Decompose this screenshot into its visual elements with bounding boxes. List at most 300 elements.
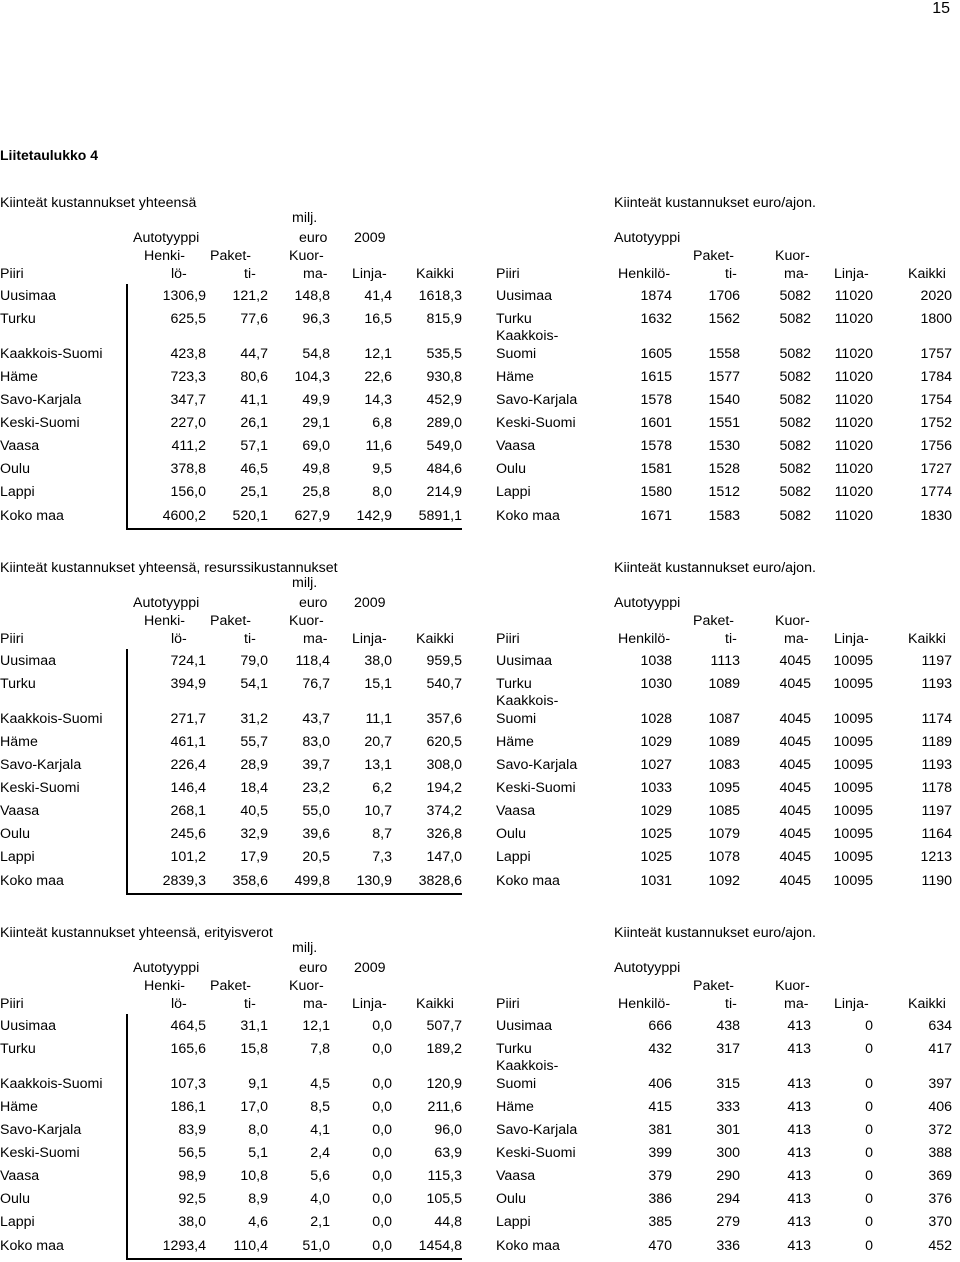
table-cell-right: 279	[716, 1214, 740, 1230]
table-cell-right: 1578	[640, 392, 672, 408]
row-label-right: Vaasa	[496, 803, 536, 819]
table-cell-right: 1193	[921, 757, 952, 773]
table-cell-left: 549,0	[426, 438, 462, 454]
header-milj: milj.	[292, 940, 318, 956]
table-cell-right: 5082	[779, 392, 811, 408]
header-ti-left: ti-	[244, 266, 256, 282]
table-cell-right: 1671	[640, 508, 672, 524]
table-cell-right: 10095	[833, 826, 873, 842]
header-linja-left: Linja-	[352, 631, 387, 647]
table-cell-left: 120,9	[426, 1076, 462, 1092]
table-cell-right: 1540	[708, 392, 740, 408]
table-cell-left: 49,9	[302, 392, 330, 408]
table-cell-left: 115,3	[427, 1168, 462, 1184]
table-cell-right: 10095	[833, 873, 873, 889]
table-cell-left: 55,7	[240, 734, 268, 750]
table-cell-left: 2,4	[310, 1145, 330, 1161]
table-cell-left: 25,1	[240, 484, 268, 500]
table-cell-left: 12,1	[302, 1018, 330, 1034]
right-caption: Kiinteät kustannukset euro/ajon.	[614, 925, 816, 941]
table-cell-right: 11020	[834, 392, 873, 408]
table-cell-right: 413	[787, 1168, 811, 1184]
row-label-right: Lappi	[496, 1214, 531, 1230]
table-bottom-border	[126, 893, 462, 895]
table-cell-left: 31,2	[240, 711, 268, 727]
header-lo: lö-	[171, 266, 187, 282]
table-cell-left: 815,9	[426, 311, 462, 327]
row-label-left: Häme	[0, 1099, 38, 1115]
table-cell-left: 55,0	[302, 803, 330, 819]
table-cell-left: 38,0	[364, 653, 392, 669]
table-cell-left: 39,6	[302, 826, 330, 842]
table-cell-right: 5082	[779, 415, 811, 431]
table-left-border	[126, 284, 128, 529]
table-cell-right: 1030	[640, 676, 672, 692]
table-cell-right: 4045	[779, 849, 811, 865]
table-cell-right: 301	[716, 1122, 740, 1138]
table-cell-left: 11,1	[365, 711, 392, 727]
header-milj: milj.	[292, 210, 318, 226]
table-cell-left: 57,1	[240, 438, 268, 454]
row-label-right: Vaasa	[496, 1168, 536, 1184]
header-piiri-left: Piiri	[0, 266, 24, 282]
table-cell-left: 69,0	[302, 438, 330, 454]
table-cell-left: 189,2	[426, 1041, 462, 1057]
table-cell-left: 461,1	[170, 734, 206, 750]
table-cell-left: 724,1	[170, 653, 206, 669]
header-lo: lö-	[171, 631, 187, 647]
table-cell-left: 5891,1	[418, 508, 462, 524]
table-cell-left: 105,5	[426, 1191, 462, 1207]
table-cell-left: 40,5	[240, 803, 268, 819]
table-cell-left: 4600,2	[162, 508, 206, 524]
row-label-right: Suomi	[496, 1076, 537, 1092]
table-cell-right: 10095	[833, 803, 873, 819]
header-ti-left: ti-	[244, 631, 256, 647]
table-cell-right: 11020	[834, 311, 873, 327]
table-cell-left: 271,7	[170, 711, 206, 727]
table-cell-left: 499,8	[294, 873, 330, 889]
header-piiri-right: Piiri	[496, 631, 520, 647]
table-cell-right: 1197	[921, 653, 952, 669]
row-label-left: Koko maa	[0, 1238, 64, 1254]
row-label-left: Oulu	[0, 1191, 30, 1207]
table-cell-right: 4045	[779, 803, 811, 819]
table-cell-left: 9,1	[248, 1076, 268, 1092]
row-label-right: Vaasa	[496, 438, 536, 454]
table-cell-right: 1874	[640, 288, 672, 304]
header-kuor-left: Kuor-	[289, 613, 324, 629]
table-cell-left: 77,6	[240, 311, 268, 327]
table-cell-left: 79,0	[240, 653, 268, 669]
row-label-left: Lappi	[0, 1214, 35, 1230]
table-cell-left: 8,7	[372, 826, 392, 842]
table-cell-right: 438	[716, 1018, 740, 1034]
table-cell-right: 5082	[779, 438, 811, 454]
table-cell-left: 452,9	[426, 392, 462, 408]
table-cell-right: 1164	[921, 826, 952, 842]
header-autotyyppi-left: Autotyyppi	[133, 960, 200, 976]
table-cell-left: 2,1	[310, 1214, 330, 1230]
table-cell-right: 415	[648, 1099, 672, 1115]
header-paket-right: Paket-	[693, 978, 735, 994]
table-cell-left: 23,2	[302, 780, 330, 796]
table-cell-right: 1190	[921, 873, 952, 889]
table-cell-left: 92,5	[178, 1191, 206, 1207]
table-bottom-border	[126, 528, 462, 530]
header-euro: euro	[299, 960, 328, 976]
table-cell-left: 358,6	[232, 873, 268, 889]
table-cell-left: 723,3	[170, 369, 206, 385]
row-label-left: Kaakkois-Suomi	[0, 346, 103, 362]
table-cell-right: 634	[928, 1018, 952, 1034]
table-cell-left: 147,0	[426, 849, 462, 865]
table-cell-right: 1095	[708, 780, 740, 796]
table-cell-left: 13,1	[364, 757, 392, 773]
header-piiri-left: Piiri	[0, 631, 24, 647]
table-cell-right: 1189	[921, 734, 952, 750]
table-cell-right: 11020	[834, 415, 873, 431]
table-cell-right: 1632	[640, 311, 672, 327]
header-linja-right: Linja-	[834, 996, 869, 1012]
table-cell-left: 484,6	[426, 461, 462, 477]
table-cell-left: 357,6	[426, 711, 462, 727]
table-cell-right: 1083	[708, 757, 740, 773]
header-paket-left: Paket-	[210, 613, 252, 629]
table-cell-left: 4,0	[310, 1191, 330, 1207]
table-cell-right: 11020	[834, 346, 873, 362]
table-cell-left: 540,7	[426, 676, 462, 692]
table-cell-left: 22,6	[364, 369, 392, 385]
table-cell-left: 1454,8	[418, 1238, 462, 1254]
table-cell-left: 411,2	[171, 438, 206, 454]
header-henkilo: Henkilö-	[618, 266, 671, 282]
table-cell-left: 3828,6	[418, 873, 462, 889]
row-label-left: Turku	[0, 1041, 36, 1057]
table-cell-left: 14,3	[364, 392, 392, 408]
header-autotyyppi-right: Autotyyppi	[614, 595, 681, 611]
table-cell-left: 12,1	[364, 346, 392, 362]
row-label-right: Savo-Karjala	[496, 757, 578, 773]
table-cell-right: 0	[865, 1018, 873, 1034]
table-cell-right: 1512	[708, 484, 740, 500]
table-cell-right: 10095	[833, 734, 873, 750]
row-label-left: Keski-Suomi	[0, 1145, 80, 1161]
table-cell-left: 289,0	[426, 415, 462, 431]
table-cell-left: 8,9	[248, 1191, 268, 1207]
table-cell-right: 1079	[708, 826, 740, 842]
table-cell-right: 0	[865, 1076, 873, 1092]
table-cell-right: 1025	[640, 849, 672, 865]
table-cell-right: 1615	[640, 369, 672, 385]
row-label-right: Oulu	[496, 826, 526, 842]
row-label-prefix-right: Kaakkois-	[496, 1058, 559, 1074]
table-cell-left: 15,1	[364, 676, 392, 692]
header-henki: Henki-	[144, 248, 185, 264]
table-cell-left: 17,9	[240, 849, 268, 865]
table-cell-left: 25,8	[302, 484, 330, 500]
header-ti-right: ti-	[725, 266, 737, 282]
table-cell-left: 5,6	[310, 1168, 330, 1184]
table-cell-left: 930,8	[426, 369, 462, 385]
table-cell-right: 1193	[921, 676, 952, 692]
table-cell-right: 1756	[920, 438, 952, 454]
table-cell-left: 11,6	[365, 438, 392, 454]
table-cell-right: 1038	[640, 653, 672, 669]
row-label-right: Keski-Suomi	[496, 780, 576, 796]
table-cell-right: 1562	[708, 311, 740, 327]
table-cell-left: 394,9	[170, 676, 206, 692]
table-cell-right: 432	[648, 1041, 672, 1057]
table-cell-right: 333	[716, 1099, 740, 1115]
row-label-left: Kaakkois-Suomi	[0, 711, 103, 727]
table-cell-left: 148,8	[294, 288, 330, 304]
table-cell-left: 9,5	[372, 461, 392, 477]
table-cell-right: 10095	[833, 676, 873, 692]
row-label-right: Keski-Suomi	[496, 1145, 576, 1161]
row-label-right: Oulu	[496, 461, 526, 477]
header-paket-right: Paket-	[693, 248, 735, 264]
row-label-left: Lappi	[0, 484, 35, 500]
header-euro: euro	[299, 595, 328, 611]
row-label-right: Uusimaa	[496, 653, 552, 669]
header-kaikki-right: Kaikki	[908, 266, 946, 282]
table-cell-left: 0,0	[372, 1018, 392, 1034]
header-linja-left: Linja-	[352, 996, 387, 1012]
header-lo: lö-	[171, 996, 187, 1012]
header-kuor-right: Kuor-	[775, 978, 810, 994]
header-kuor-right: Kuor-	[775, 248, 810, 264]
table-cell-right: 0	[865, 1145, 873, 1161]
table-cell-right: 1583	[708, 508, 740, 524]
row-label-right: Suomi	[496, 346, 537, 362]
header-year: 2009	[354, 230, 386, 246]
left-caption: Kiinteät kustannukset yhteensä, erityisverot	[0, 925, 273, 941]
table-cell-left: 80,6	[240, 369, 268, 385]
table-cell-right: 413	[787, 1041, 811, 1057]
header-ti-right: ti-	[725, 631, 737, 647]
row-label-right: Häme	[496, 1099, 534, 1115]
table-cell-left: 520,1	[232, 508, 268, 524]
table-cell-left: 0,0	[372, 1099, 392, 1115]
left-caption: Kiinteät kustannukset yhteensä, resurssikustannukset	[0, 560, 338, 576]
row-label-prefix-right: Kaakkois-	[496, 693, 559, 709]
table-cell-right: 0	[865, 1214, 873, 1230]
table-cell-right: 388	[928, 1145, 952, 1161]
table-cell-right: 1530	[708, 438, 740, 454]
table-cell-right: 1085	[708, 803, 740, 819]
table-cell-right: 1213	[920, 849, 952, 865]
table-cell-left: 156,0	[170, 484, 206, 500]
row-label-left: Oulu	[0, 826, 30, 842]
row-label-right: Häme	[496, 369, 534, 385]
table-cell-right: 5082	[779, 369, 811, 385]
table-cell-right: 0	[865, 1041, 873, 1057]
header-henki: Henki-	[144, 978, 185, 994]
table-left-border	[126, 1014, 128, 1259]
table-cell-right: 1092	[708, 873, 740, 889]
table-cell-right: 5082	[779, 484, 811, 500]
header-piiri-right: Piiri	[496, 996, 520, 1012]
table-cell-left: 49,8	[302, 461, 330, 477]
table-cell-left: 1618,3	[418, 288, 462, 304]
table-cell-left: 10,8	[240, 1168, 268, 1184]
table-cell-right: 413	[787, 1191, 811, 1207]
table-cell-right: 5082	[779, 346, 811, 362]
table-cell-right: 413	[787, 1122, 811, 1138]
row-label-left: Uusimaa	[0, 1018, 56, 1034]
right-caption: Kiinteät kustannukset euro/ajon.	[614, 195, 816, 211]
table-cell-right: 1706	[708, 288, 740, 304]
table-cell-left: 20,7	[364, 734, 392, 750]
table-cell-right: 452	[928, 1238, 952, 1254]
header-ma-left: ma-	[303, 266, 328, 282]
row-label-left: Vaasa	[0, 803, 40, 819]
row-label-left: Häme	[0, 369, 38, 385]
table-cell-left: 8,5	[310, 1099, 330, 1115]
table-cell-left: 26,1	[240, 415, 268, 431]
header-piiri-left: Piiri	[0, 996, 24, 1012]
table-cell-left: 0,0	[372, 1238, 392, 1254]
table-cell-left: 214,9	[426, 484, 462, 500]
table-cell-right: 0	[865, 1168, 873, 1184]
table-cell-right: 1089	[708, 734, 740, 750]
table-cell-right: 0	[865, 1099, 873, 1115]
table-cell-right: 1029	[640, 803, 672, 819]
row-label-right: Turku	[496, 311, 532, 327]
header-year: 2009	[354, 595, 386, 611]
table-cell-left: 8,0	[372, 484, 392, 500]
table-cell-right: 1830	[920, 508, 952, 524]
table-cell-right: 1033	[640, 780, 672, 796]
row-label-right: Koko maa	[496, 508, 560, 524]
table-cell-right: 5082	[779, 288, 811, 304]
table-cell-left: 38,0	[178, 1214, 206, 1230]
table-cell-right: 372	[928, 1122, 952, 1138]
table-cell-left: 464,5	[170, 1018, 206, 1034]
row-label-left: Kaakkois-Suomi	[0, 1076, 103, 1092]
header-paket-left: Paket-	[210, 248, 252, 264]
table-cell-left: 46,5	[240, 461, 268, 477]
table-cell-right: 0	[865, 1191, 873, 1207]
table-cell-left: 959,5	[426, 653, 462, 669]
table-bottom-border	[126, 1258, 462, 1260]
row-label-left: Koko maa	[0, 508, 64, 524]
table-cell-right: 1025	[640, 826, 672, 842]
table-cell-right: 666	[648, 1018, 672, 1034]
table-cell-right: 1174	[921, 711, 952, 727]
table-cell-right: 1580	[640, 484, 672, 500]
header-kuor-left: Kuor-	[289, 978, 324, 994]
table-cell-right: 399	[648, 1145, 672, 1161]
table-cell-left: 6,2	[372, 780, 392, 796]
table-cell-left: 110,4	[233, 1238, 268, 1254]
header-kuor-right: Kuor-	[775, 613, 810, 629]
table-cell-left: 41,1	[240, 392, 268, 408]
table-cell-left: 15,8	[240, 1041, 268, 1057]
table-cell-right: 10095	[833, 757, 873, 773]
table-cell-left: 98,9	[178, 1168, 206, 1184]
table-cell-right: 413	[787, 1018, 811, 1034]
row-label-right: Turku	[496, 1041, 532, 1057]
table-cell-left: 308,0	[426, 757, 462, 773]
table-cell-right: 1031	[640, 873, 672, 889]
table-cell-right: 10095	[833, 849, 873, 865]
table-cell-left: 0,0	[372, 1122, 392, 1138]
header-kaikki-left: Kaikki	[416, 996, 454, 1012]
table-cell-right: 1528	[708, 461, 740, 477]
header-autotyyppi-left: Autotyyppi	[133, 230, 200, 246]
header-henkilo: Henkilö-	[618, 996, 671, 1012]
table-cell-left: 44,7	[240, 346, 268, 362]
table-cell-left: 4,5	[310, 1076, 330, 1092]
table-cell-left: 130,9	[356, 873, 392, 889]
table-cell-right: 1605	[640, 346, 672, 362]
table-cell-left: 1293,4	[162, 1238, 206, 1254]
table-left-border	[126, 649, 128, 894]
table-cell-right: 5082	[779, 508, 811, 524]
table-cell-right: 1029	[640, 734, 672, 750]
table-cell-right: 1087	[708, 711, 740, 727]
left-caption: Kiinteät kustannukset yhteensä	[0, 195, 197, 211]
row-label-left: Turku	[0, 311, 36, 327]
table-cell-left: 0,0	[372, 1214, 392, 1230]
header-milj: milj.	[292, 575, 318, 591]
table-cell-left: 245,6	[170, 826, 206, 842]
table-cell-left: 142,9	[356, 508, 392, 524]
table-cell-right: 379	[648, 1168, 672, 1184]
table-cell-left: 227,0	[170, 415, 206, 431]
header-linja-right: Linja-	[834, 266, 869, 282]
table-cell-right: 2020	[920, 288, 952, 304]
header-piiri-right: Piiri	[496, 266, 520, 282]
table-cell-left: 186,1	[170, 1099, 206, 1115]
header-paket-right: Paket-	[693, 613, 735, 629]
table-cell-left: 54,1	[240, 676, 268, 692]
table-cell-right: 1578	[640, 438, 672, 454]
table-cell-left: 121,2	[232, 288, 268, 304]
table-cell-right: 5082	[779, 461, 811, 477]
table-cell-left: 1306,9	[162, 288, 206, 304]
row-label-left: Savo-Karjala	[0, 392, 82, 408]
table-cell-left: 4,6	[248, 1214, 268, 1230]
table-cell-right: 0	[865, 1238, 873, 1254]
table-cell-right: 369	[928, 1168, 952, 1184]
page-number: 15	[932, 0, 950, 17]
table-cell-left: 326,8	[426, 826, 462, 842]
table-cell-right: 5082	[779, 311, 811, 327]
table-cell-left: 0,0	[372, 1168, 392, 1184]
header-ma-right: ma-	[784, 996, 809, 1012]
header-kuor-left: Kuor-	[289, 248, 324, 264]
table-cell-right: 370	[928, 1214, 952, 1230]
table-cell-left: 44,8	[434, 1214, 462, 1230]
row-label-left: Vaasa	[0, 438, 40, 454]
table-cell-left: 96,0	[434, 1122, 462, 1138]
table-cell-left: 378,8	[170, 461, 206, 477]
table-cell-right: 10095	[833, 711, 873, 727]
table-cell-left: 41,4	[364, 288, 392, 304]
table-cell-left: 8,0	[248, 1122, 268, 1138]
row-label-right: Koko maa	[496, 873, 560, 889]
table-cell-right: 4045	[779, 711, 811, 727]
table-cell-left: 29,1	[302, 415, 330, 431]
table-cell-right: 300	[716, 1145, 740, 1161]
table-cell-left: 535,5	[426, 346, 462, 362]
table-cell-left: 146,4	[170, 780, 206, 796]
table-cell-left: 96,3	[302, 311, 330, 327]
table-cell-right: 4045	[779, 676, 811, 692]
